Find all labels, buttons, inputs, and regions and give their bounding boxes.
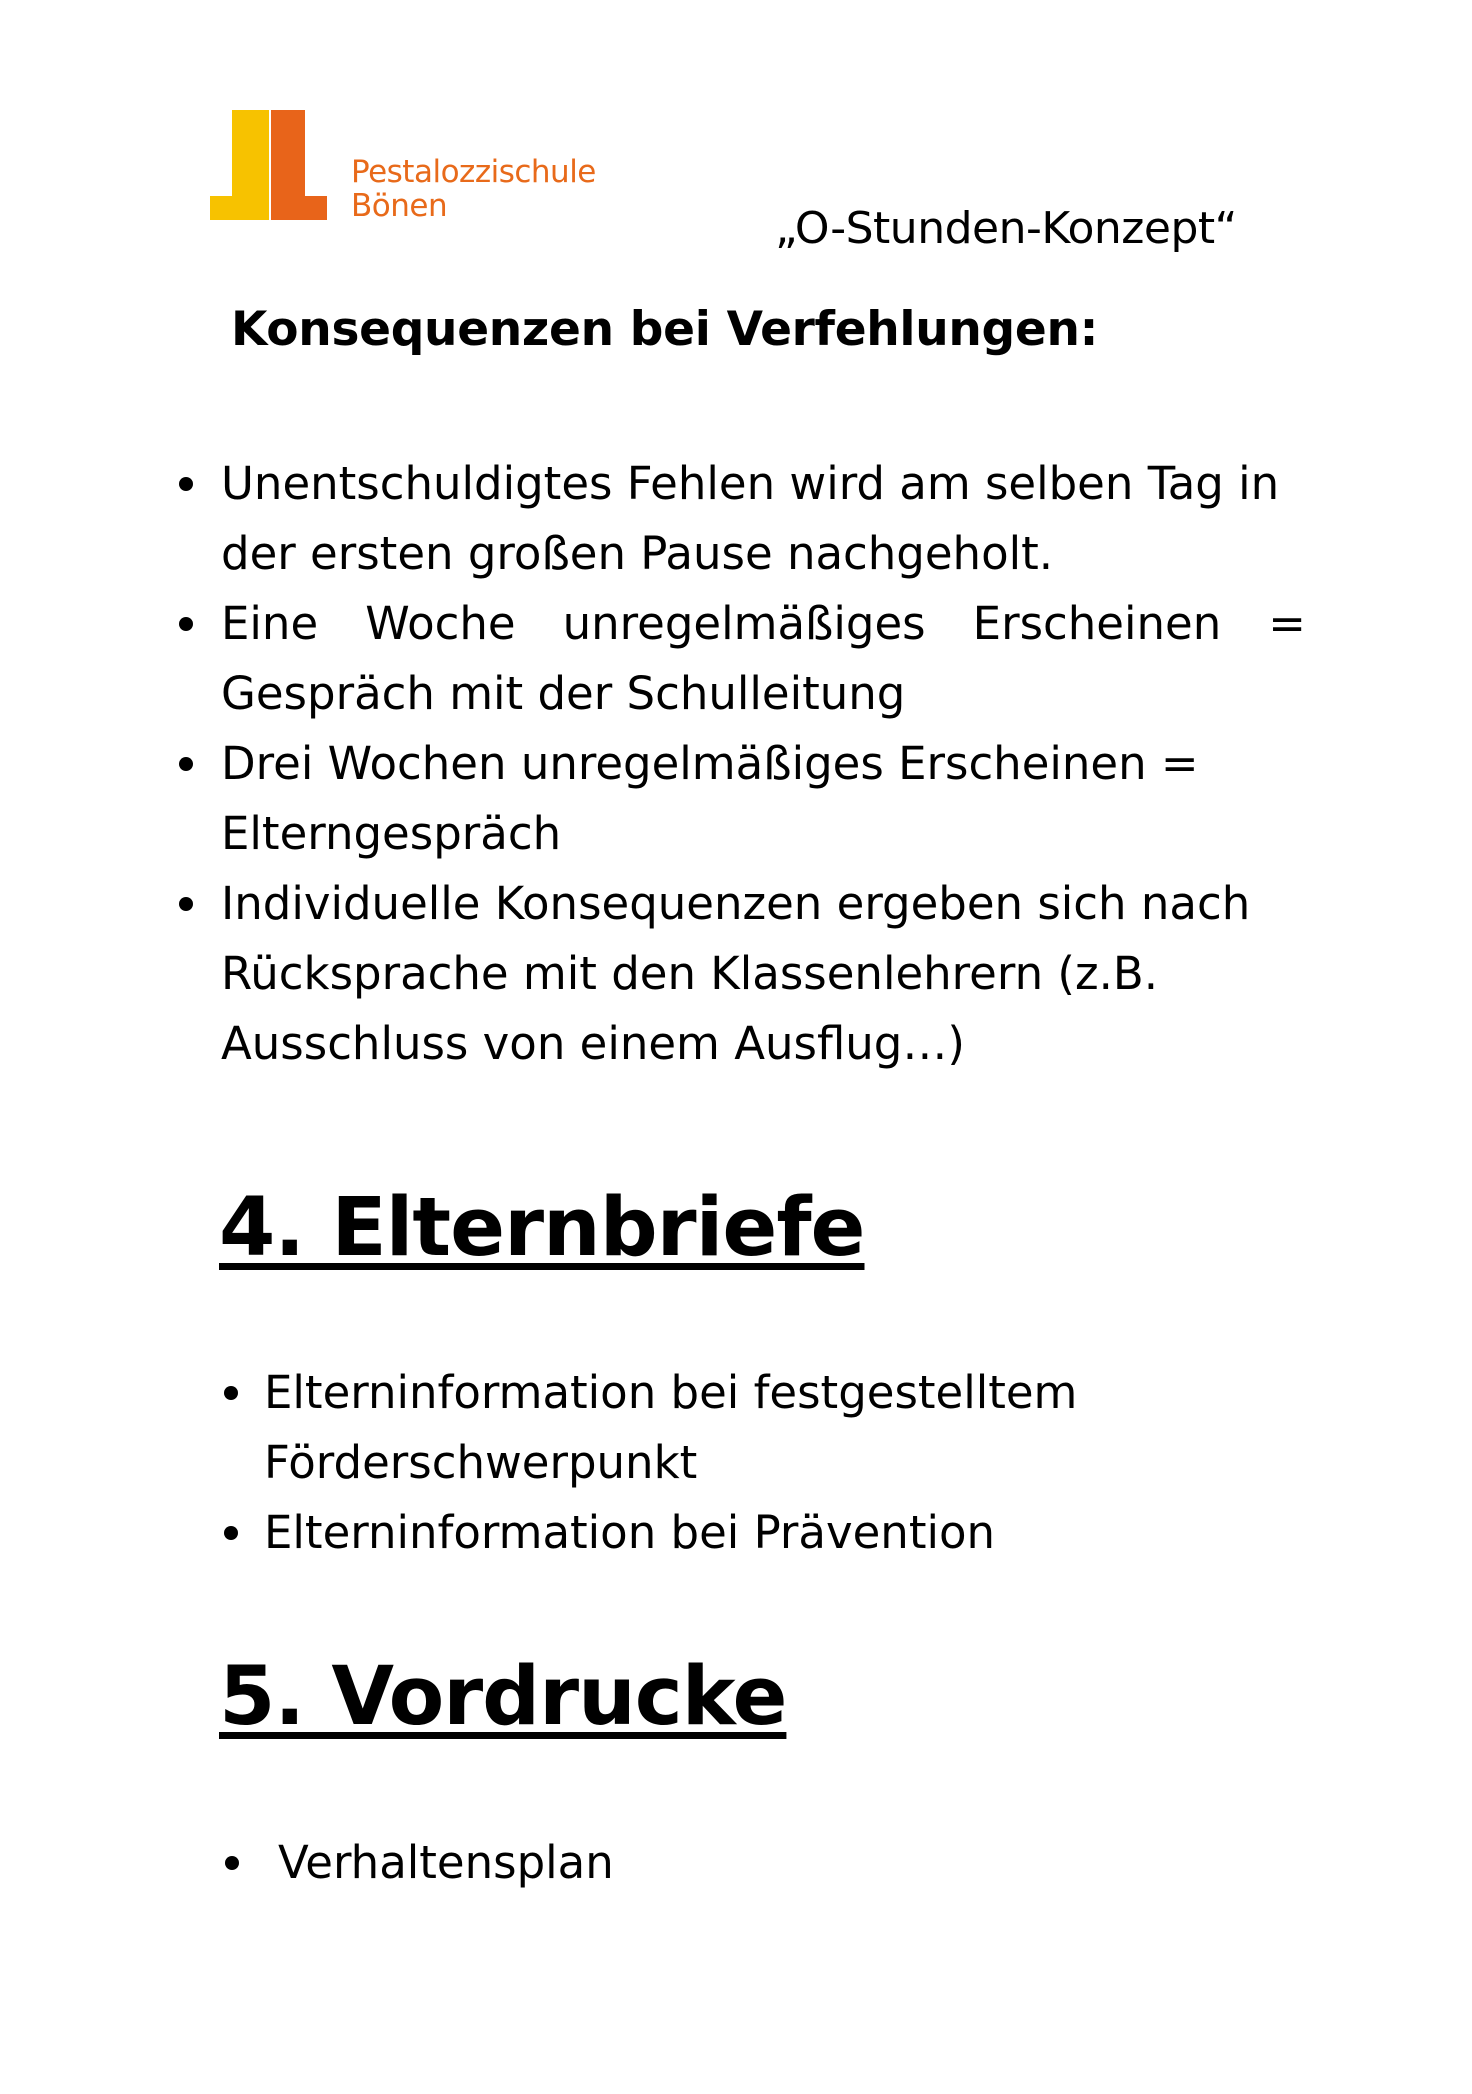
list-item: Verhaltensplan	[278, 1828, 1178, 1898]
elternbriefe-list	[264, 1358, 1264, 1568]
school-name-line-2: Bönen	[351, 188, 448, 224]
document-title: „O-Stunden-Konzept“	[775, 203, 1237, 254]
school-name	[351, 155, 596, 223]
consequences-list	[221, 449, 1306, 1079]
list-item: Elterninformation bei Prävention	[264, 1498, 1264, 1568]
school-building-logo-icon	[210, 107, 330, 231]
school-name-line-1: Pestalozzischule	[351, 154, 596, 190]
list-item: Eine Woche unregelmäßiges Erscheinen = Gespräch mit der Schulleitung	[221, 589, 1306, 729]
section-heading-elternbriefe: 4. Elternbriefe	[219, 1181, 865, 1275]
consequences-heading: Konsequenzen bei Verfehlungen:	[231, 302, 1099, 357]
list-item: Drei Wochen unregelmäßiges Erscheinen = Elterngespräch	[221, 729, 1306, 869]
vordrucke-list	[278, 1828, 1178, 1898]
list-item: Unentschuldigtes Fehlen wird am selben Tag in der ersten großen Pause nachgeholt.	[221, 449, 1306, 589]
list-item: Individuelle Konsequenzen ergeben sich nach Rücksprache mit den Klassenlehrern (z.B. Ausschluss von einem Ausflug…)	[221, 869, 1306, 1079]
section-heading-vordrucke: 5. Vordrucke	[219, 1650, 787, 1744]
list-item: Elterninformation bei festgestelltem Förderschwerpunkt	[264, 1358, 1264, 1498]
